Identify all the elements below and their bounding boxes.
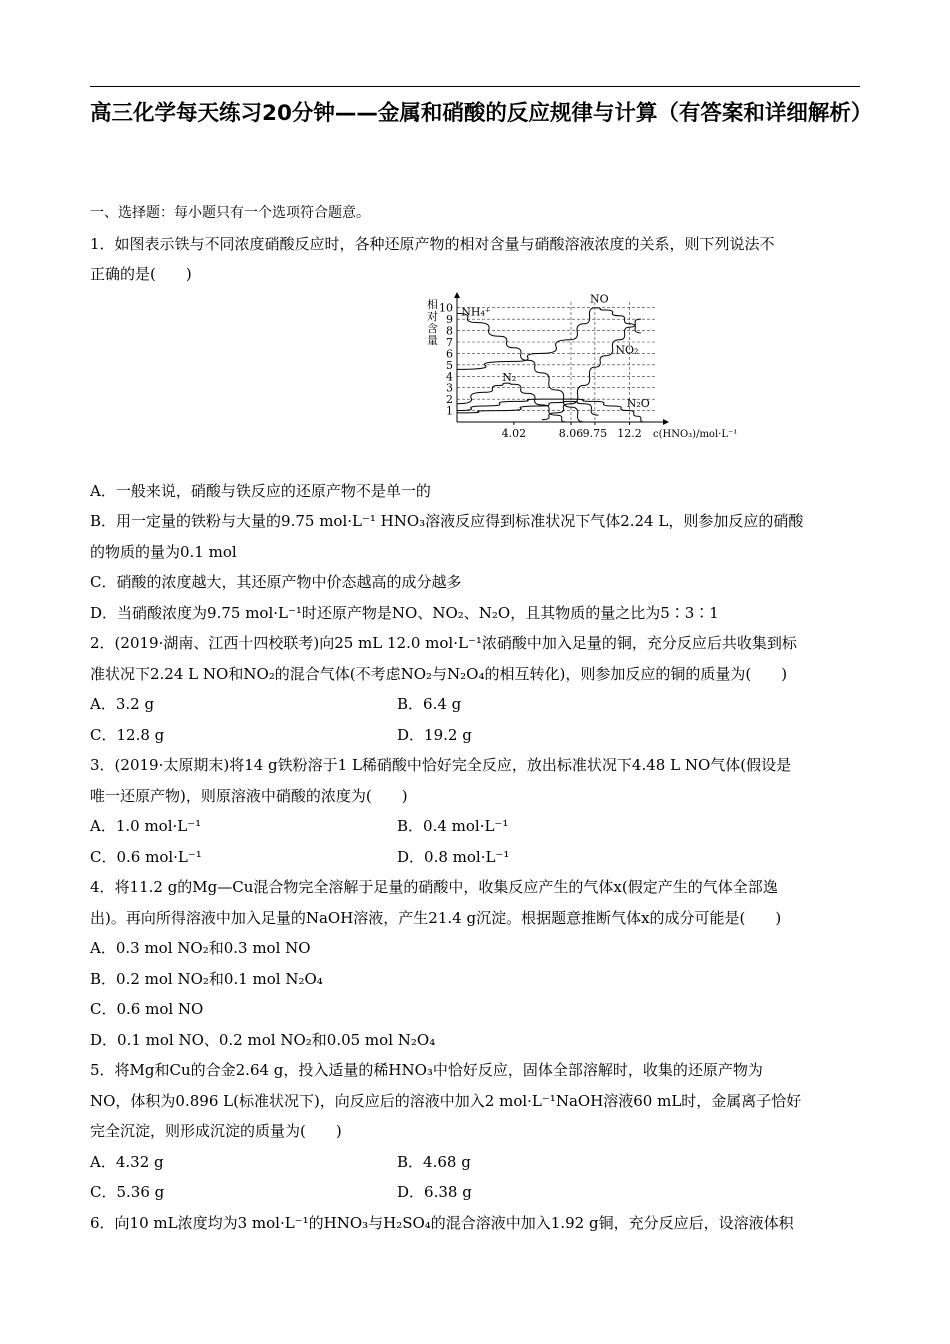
y-tick-label: 9	[446, 312, 453, 326]
y-axis-arrow	[454, 292, 460, 298]
q2-options-row-1	[90, 689, 862, 720]
y-tick-label: 3	[446, 381, 453, 395]
q2-options-row-2	[90, 720, 862, 751]
x-tick-label: 9.75	[582, 426, 608, 440]
y-axis-label-char: 相	[427, 297, 438, 311]
y-tick-label: 4	[446, 369, 453, 383]
y-axis-label-char: 量	[427, 333, 438, 347]
series-label: NO	[589, 292, 609, 306]
q5-stem-line-3: 完全沉淀，则形成沉淀的质量为( )	[90, 1122, 342, 1140]
x-tick-label: 12.2	[617, 426, 642, 440]
q5-options-row-1	[90, 1147, 862, 1178]
q3-stem-line-2: 唯一还原产物)，则原溶液中硝酸的浓度为( )	[90, 786, 408, 805]
q2-option-c: C．12.8 g	[90, 725, 165, 744]
series-line	[457, 401, 598, 415]
x-axis-arrow	[663, 419, 669, 425]
q5-stem-line-1: 5．将Mg和Cu的合金2.64 g，投入适量的稀HNO₃中恰好反应，固体全部溶解时，收集的还原产物为	[90, 1061, 763, 1079]
q1-option-c: C．硝酸的浓度越大，其还原产物中价态越高的成分越多	[90, 573, 462, 591]
q5-option-b: B．4.68 g	[397, 1152, 471, 1171]
q3-option-b: B．0.4 mol·L⁻¹	[397, 817, 509, 835]
q1-option-b-line-2: 的物质的量为0.1 mol	[90, 542, 237, 561]
q4-option-d: D．0.1 mol NO、0.2 mol NO₂和0.05 mol N₂O₄	[90, 1030, 436, 1049]
q1-stem-line-2: 正确的是( )	[90, 265, 192, 283]
q1-figure	[90, 292, 862, 472]
question-body	[90, 198, 862, 1238]
y-tick-label: 6	[446, 346, 453, 360]
q5-option-a: A．4.32 g	[90, 1152, 164, 1171]
q3-option-a: A．1.0 mol·L⁻¹	[90, 817, 202, 835]
series-label: N₂O	[626, 396, 650, 410]
y-axis-label-char: 含	[427, 321, 438, 335]
q2-stem-line-2: 准状况下2.24 L NO和NO₂的混合气体(不考虑NO₂与N₂O₄的相互转化)，则参加反应的铜的质量为( )	[90, 664, 788, 683]
series-label: N₂	[502, 370, 517, 384]
q3-option-d: D．0.8 mol·L⁻¹	[397, 847, 510, 866]
q4-option-a: A．0.3 mol NO₂和0.3 mol NO	[90, 939, 311, 957]
q4-stem-line-1: 4．将11.2 g的Mg—Cu混合物完全溶解于足量的硝酸中，收集反应产生的气体x(假定产生的气体全部逸	[90, 878, 778, 896]
top-rule	[90, 86, 860, 87]
q4-option-c: C．0.6 mol NO	[90, 1000, 204, 1018]
q1-stem-line-1: 1．如图表示铁与不同浓度硝酸反应时，各种还原产物的相对含量与硝酸溶液浓度的关系，则下列说法不	[90, 234, 775, 253]
q4-stem-line-2: 出)。再向所得溶液中加入足量的NaOH溶液，产生21.4 g沉淀。根据题意推断气体x的成分可能是( )	[90, 908, 782, 927]
x-axis-label: c(HNO₃)/mol·L⁻¹	[653, 428, 738, 440]
q1-option-b-line-1: B．用一定量的铁粉与大量的9.75 mol·L⁻¹ HNO₃溶液反应得到标准状况下气体2.24 L，则参加反应的硝酸	[90, 512, 804, 530]
q2-option-b: B．6.4 g	[397, 695, 462, 713]
q1-option-a: A．一般来说，硝酸与铁反应的还原产物不是单一的	[90, 481, 431, 500]
section-heading: 一、选择题：每小题只有一个选项符合题意。	[90, 205, 370, 221]
q4-option-b: B．0.2 mol NO₂和0.1 mol N₂O₄	[90, 969, 323, 988]
y-tick-label: 5	[446, 358, 453, 372]
y-tick-label: 7	[446, 335, 453, 349]
nitrate-reduction-chart	[325, 292, 738, 470]
page-title: 高三化学每天练习20分钟——金属和硝酸的反应规律与计算（有答案和详细解析）	[90, 101, 873, 126]
series-label: NO₂	[615, 342, 639, 356]
q5-stem-line-2: NO，体积为0.896 L(标准状况下)，向反应后的溶液中加入2 mol·L⁻¹NaOH溶液60 mL时，金属离子恰好	[90, 1091, 802, 1110]
q3-options-row-2	[90, 842, 862, 873]
q3-option-c: C．0.6 mol·L⁻¹	[90, 847, 202, 866]
q2-option-d: D．19.2 g	[397, 725, 472, 744]
q3-options-row-1	[90, 811, 862, 842]
series-label: NH₄⁺	[461, 304, 491, 318]
x-tick-label: 8.06	[558, 426, 584, 440]
q3-stem-line-1: 3．(2019·太原期末)将14 g铁粉溶于1 L稀硝酸中恰好完全反应，放出标准状况下4.48 L NO气体(假设是	[90, 756, 792, 774]
q5-option-d: D．6.38 g	[397, 1183, 472, 1201]
q2-option-a: A．3.2 g	[90, 695, 155, 713]
q5-options-row-2	[90, 1177, 862, 1208]
q1-option-d: D．当硝酸浓度为9.75 mol·L⁻¹时还原产物是NO、NO₂、N₂O，且其物质的量之比为5∶3∶1	[90, 603, 719, 622]
q6-stem-line-1: 6．向10 mL浓度均为3 mol·L⁻¹的HNO₃与H₂SO₄的混合溶液中加入1.92 g铜，充分反应后，设溶液体积	[90, 1213, 794, 1232]
y-tick-label: 2	[446, 392, 453, 406]
y-tick-label: 10	[439, 301, 453, 315]
y-tick-label: 8	[446, 324, 453, 338]
x-tick-label: 4.02	[501, 426, 527, 440]
y-axis-label-char: 对	[427, 309, 438, 323]
q5-option-c: C．5.36 g	[90, 1183, 165, 1201]
series-line	[457, 313, 584, 422]
q2-stem-line-1: 2．(2019·湖南、江西十四校联考)向25 mL 12.0 mol·L⁻¹浓硝酸中加入足量的铜，充分反应后共收集到标	[90, 634, 797, 652]
y-tick-label: 1	[446, 404, 453, 418]
